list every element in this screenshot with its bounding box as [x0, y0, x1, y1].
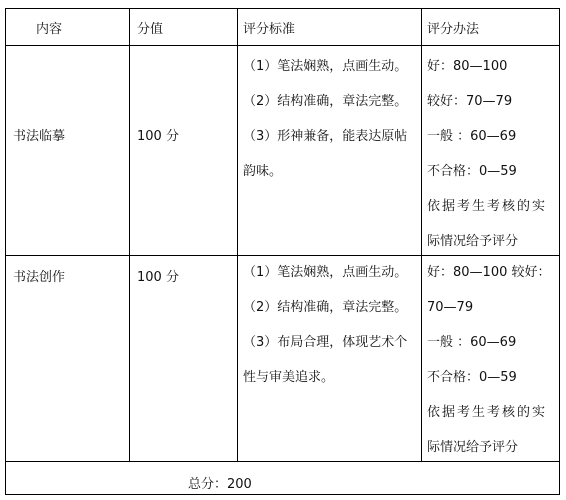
header-method: 评分办法 — [427, 22, 480, 37]
row2-criteria — [243, 266, 419, 406]
method-line: 际情况给予评分 — [427, 234, 519, 249]
method-line: 70—79 — [427, 300, 474, 315]
criteria-line: （3）形神兼备，能表达原帖 — [243, 129, 408, 144]
method-line: 际情况给予评分 — [427, 440, 519, 455]
criteria-line: （1）笔法娴熟，点画生动。 — [243, 59, 408, 74]
row1-content: 书法临摹 — [13, 129, 66, 144]
method-line: 不合格：0—59 — [427, 370, 517, 385]
row1-score: 100 分 — [137, 129, 179, 144]
row1-criteria — [243, 60, 419, 200]
criteria-line: 性与审美追求。 — [243, 370, 335, 385]
criteria-line: 韵味。 — [243, 164, 283, 179]
table-border-top — [5, 8, 560, 9]
row2-content: 书法创作 — [13, 270, 66, 285]
row2-method — [427, 266, 557, 476]
method-line: 依据考生考核的实 — [427, 405, 548, 420]
method-line: 较好：70—79 — [427, 94, 513, 109]
row1-method — [427, 60, 557, 270]
column-divider-3 — [421, 8, 422, 462]
table-border-left — [5, 8, 6, 495]
header-criteria: 评分标准 — [243, 22, 296, 37]
method-line: 一般 ：60—69 — [427, 335, 517, 350]
criteria-line: （2）结构准确，章法完整。 — [243, 94, 408, 109]
method-line: 好：80—100 — [427, 59, 508, 74]
method-line: 不合格：0—59 — [427, 164, 517, 179]
criteria-line: （2）结构准确，章法完整。 — [243, 300, 408, 315]
table-border-right — [559, 8, 560, 495]
column-divider-2 — [237, 8, 238, 462]
header-divider — [5, 45, 560, 46]
method-line: 一般 ：60—69 — [427, 129, 517, 144]
table-border-bottom — [5, 494, 560, 495]
header-score: 分值 — [137, 22, 164, 37]
total-score: 总分：200 — [188, 477, 252, 492]
header-content: 内容 — [36, 22, 63, 37]
method-line: 好：80—100 较好： — [427, 265, 551, 280]
method-line: 依据考生考核的实 — [427, 199, 548, 214]
row2-score: 100 分 — [137, 270, 179, 285]
column-divider-1 — [129, 8, 130, 462]
criteria-line: （1）笔法娴熟，点画生动。 — [243, 265, 408, 280]
criteria-line: （3）布局合理，体现艺术个 — [243, 335, 408, 350]
